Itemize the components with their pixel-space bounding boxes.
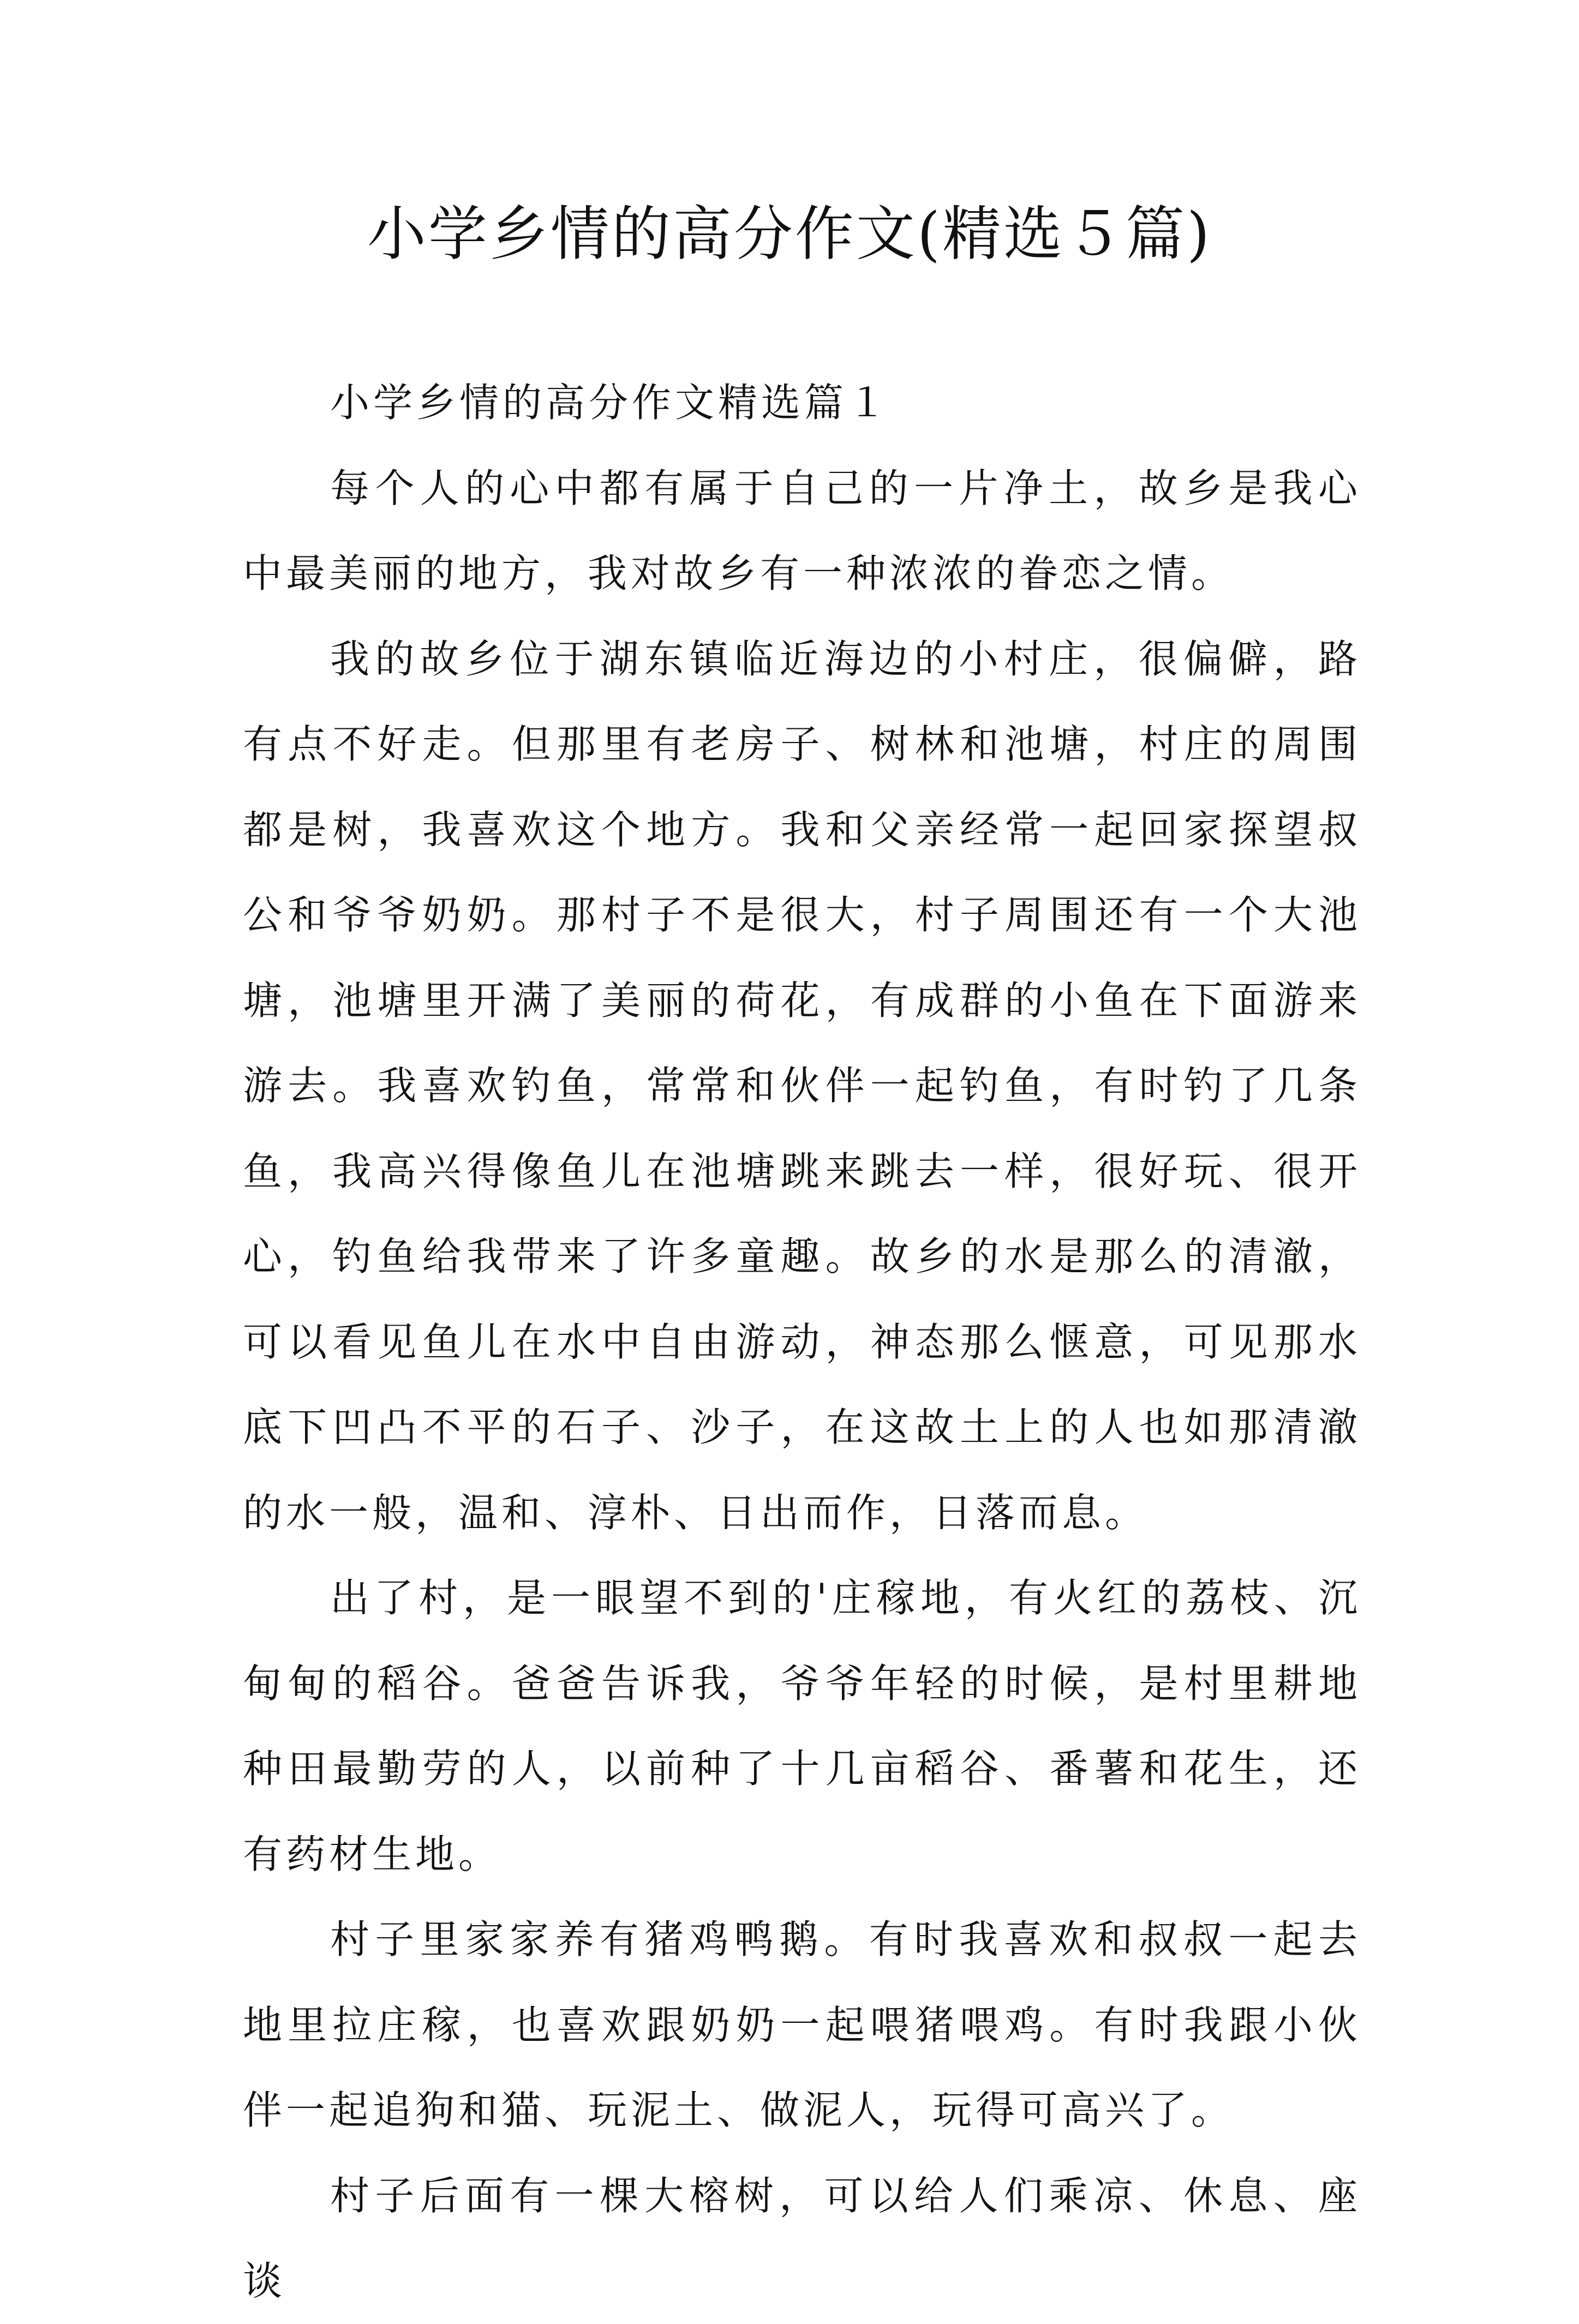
paragraph: 出了村，是一眼望不到的'庄稼地，有火红的荔枝、沉甸甸的稻谷。爸爸告诉我，爷爷年轻的时候，是村里耕地种田最勤劳的人，以前种了十几亩稻谷、番薯和花生，还有药材生地。 [243,1575,1361,1877]
section-heading: 小学乡情的高分作文精选篇１ [330,380,891,426]
document-body [243,360,1361,2324]
document-title: 小学乡情的高分作文(精选５篇) [367,200,1212,268]
paragraph: 每个人的心中都有属于自己的一片净土，故乡是我心中最美丽的地方，我对故乡有一种浓浓的眷恋之情。 [243,465,1361,596]
paragraph: 村子后面有一棵大榕树，可以给人们乘凉、休息、座谈 [243,2172,1361,2304]
paragraph: 村子里家家养有猪鸡鸭鹅。有时我喜欢和叔叔一起去地里拉庄稼，也喜欢跟奶奶一起喂猪喂鸡。有时我跟小伙伴一起追狗和猫、玩泥土、做泥人，玩得可高兴了。 [243,1916,1361,2133]
paragraph: 我的故乡位于湖东镇临近海边的小村庄，很偏僻，路有点不好走。但那里有老房子、树林和池塘，村庄的周围都是树，我喜欢这个地方。我和父亲经常一起回家探望叔公和爷爷奶奶。那村子不是很大，村子周围还有一个大池塘，池塘里开满了美丽的荷花，有成群的小鱼在下面游来游去。我喜欢钓鱼，常常和伙伴一起钓鱼，有时钓了几条鱼，我高兴得像鱼儿在池塘跳来跳去一样，很好玩、很开心，钓鱼给我带来了许多童趣。故乡的水是那么的清澈，可以看见鱼儿在水中自由游动，神态那么惬意，可见那水底下凹凸不平的石子、沙子，在这故土上的人也如那清澈的水一般，温和、淳朴、日出而作，日落而息。 [243,636,1361,1536]
